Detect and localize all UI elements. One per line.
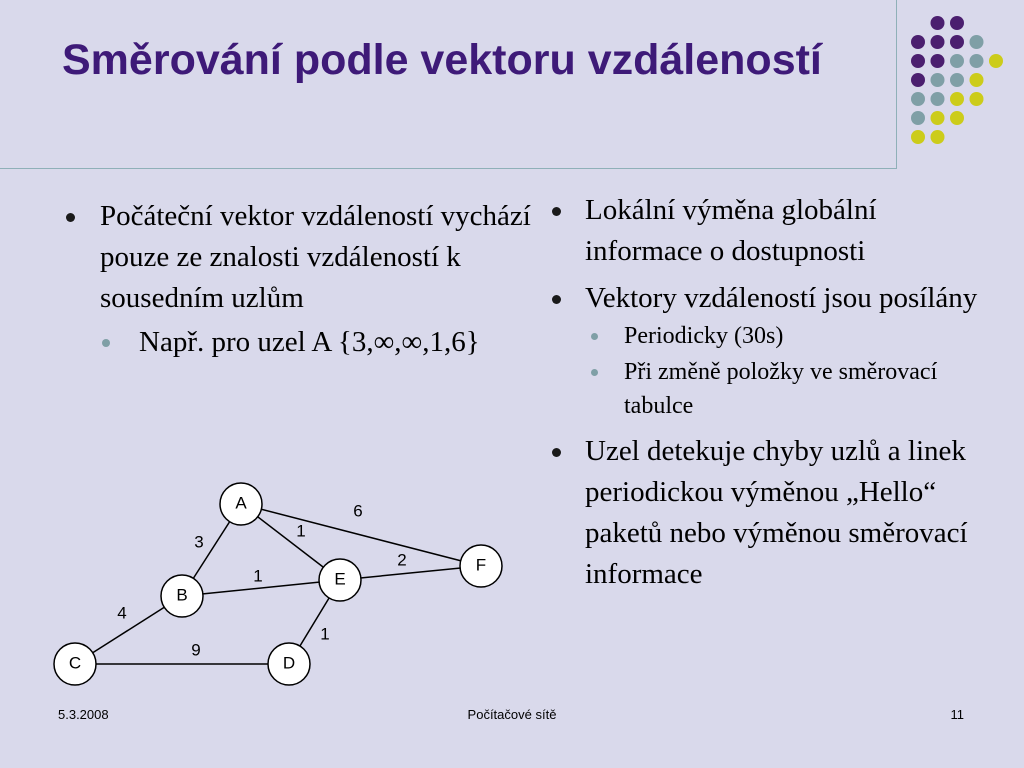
edge-weight-label: 9	[191, 640, 201, 660]
decorative-dot	[950, 35, 964, 49]
decorative-dot	[911, 73, 925, 87]
footer-page-number: 11	[950, 707, 964, 722]
decorative-dot	[970, 54, 984, 68]
decorative-dot	[911, 35, 925, 49]
graph-node-label: A	[235, 493, 247, 513]
edge-weight-label: 6	[353, 501, 363, 521]
bullet-vectors-sent: Vektory vzdáleností jsou posílány	[548, 278, 998, 319]
decorative-dot	[970, 92, 984, 106]
left-bullet-list	[62, 196, 542, 363]
decorative-dot	[911, 111, 925, 125]
slide-title: Směrování podle vektoru vzdáleností	[62, 36, 822, 84]
graph-node-label: C	[68, 653, 82, 673]
edge-weight-label: 3	[194, 532, 204, 552]
edge-weight-label: 1	[320, 624, 330, 644]
decorative-dot	[911, 92, 925, 106]
network-graph	[0, 470, 540, 700]
graph-node-label: F	[475, 555, 487, 575]
decorative-dot	[931, 35, 945, 49]
decorative-dot	[931, 111, 945, 125]
graph-node-label: B	[176, 585, 188, 605]
graph-node-label: D	[282, 653, 296, 673]
decorative-dot	[931, 16, 945, 30]
decorative-dot	[950, 92, 964, 106]
decorative-dot	[931, 92, 945, 106]
decorative-dot	[989, 54, 1003, 68]
edge-weight-label: 1	[253, 566, 263, 586]
decorative-dot	[950, 73, 964, 87]
right-bullet-list	[548, 190, 998, 601]
edge-weight-label: 2	[397, 550, 407, 570]
decorative-dot	[950, 54, 964, 68]
decorative-dot	[931, 54, 945, 68]
bullet-initial-vector: Počáteční vektor vzdáleností vychází pouze ze znalosti vzdáleností k sousedním uzlům	[62, 196, 542, 319]
decorative-dot	[950, 16, 964, 30]
decorative-dot	[931, 73, 945, 87]
footer-course: Počítačové sítě	[467, 707, 557, 722]
bullet-local-exchange: Lokální výměna globální informace o dostupnosti	[548, 190, 998, 272]
decorative-dot	[970, 73, 984, 87]
decorative-dot	[950, 111, 964, 125]
title-area	[0, 0, 897, 169]
decorative-dot	[911, 130, 925, 144]
decorative-dot	[911, 54, 925, 68]
edge-weight-label: 1	[296, 521, 306, 541]
graph-node-label: E	[334, 569, 346, 589]
sub-bullet-example-node-a: Např. pro uzel A {3,∞,∞,1,6}	[62, 322, 542, 363]
decorative-dot	[970, 35, 984, 49]
decorative-dot	[931, 130, 945, 144]
sub-bullet-on-change: Při změně položky ve směrovací tabulce	[548, 355, 998, 423]
footer-date: 5.3.2008	[58, 707, 109, 722]
sub-bullet-periodically: Periodicky (30s)	[548, 319, 998, 353]
edge-weight-label: 4	[117, 603, 127, 623]
bullet-hello-detection: Uzel detekuje chyby uzlů a linek periodickou výměnou „Hello“ paketů nebo výměnou směrovací informace	[548, 431, 998, 595]
